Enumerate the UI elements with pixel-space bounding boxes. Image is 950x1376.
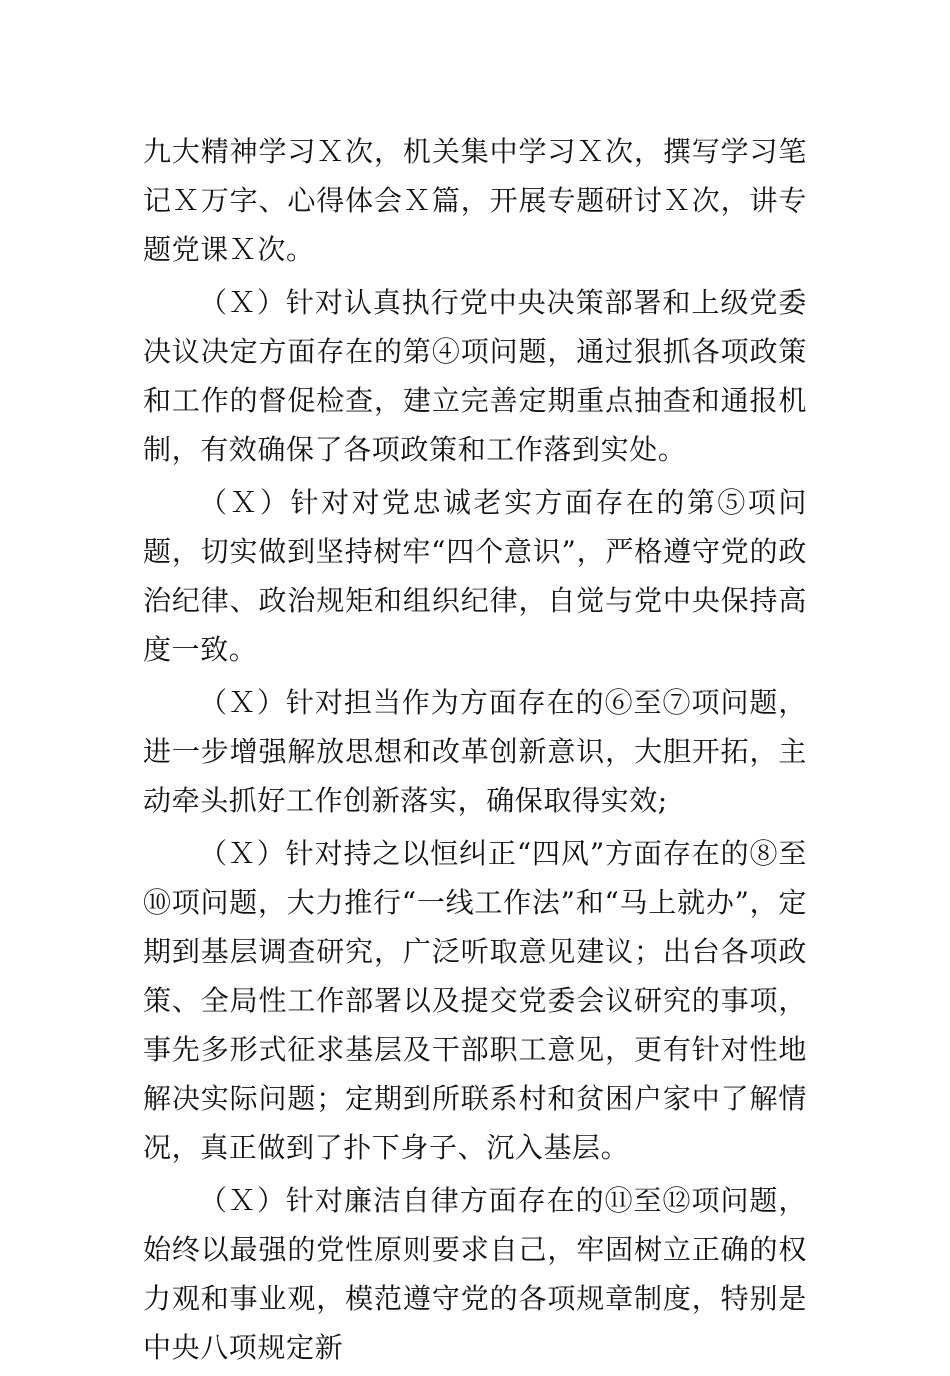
paragraph-3: （Ｘ）针对对党忠诚老实方面存在的第⑤项问题，切实做到坚持树牢“四个意识”，严格遵守党的政治纪律、政治规矩和组织纪律，自觉与党中央保持高度一致。: [143, 486, 807, 666]
paragraph-4: （Ｘ）针对担当作为方面存在的⑥至⑦项问题，进一步增强解放思想和改革创新意识，大胆开拓，主动牵头抓好工作创新落实，确保取得实效;: [143, 686, 807, 817]
paragraph-6: （Ｘ）针对廉洁自律方面存在的⑪至⑫项问题，始终以最强的党性原则要求自己，牢固树立正确的权力观和事业观，模范遵守党的各项规章制度，特别是中央八项规定新: [143, 1184, 807, 1364]
paragraph-1: 九大精神学习Ｘ次，机关集中学习Ｘ次，撰写学习笔记Ｘ万字、心得体会Ｘ篇，开展专题研讨Ｘ次，讲专题党课Ｘ次。: [143, 135, 807, 266]
paragraph-2: （Ｘ）针对认真执行党中央决策部署和上级党委决议决定方面存在的第④项问题，通过狠抓各项政策和工作的督促检查，建立完善定期重点抽查和通报机制，有效确保了各项政策和工作落到实处。: [143, 286, 807, 466]
paragraph-5: （Ｘ）针对持之以恒纠正“四风”方面存在的⑧至⑩项问题，大力推行“一线工作法”和“马上就办”，定期到基层调查研究，广泛听取意见建议；出台各项政策、全局性工作部署以及提交党委会议研究的事项，事先多形式征求基层及干部职工意见，更有针对性地解决实际问题；定期到所联系村和贫困户家中了解情况，真正做到了扑下身子、沉入基层。: [143, 837, 807, 1164]
document-body: [143, 127, 807, 1376]
